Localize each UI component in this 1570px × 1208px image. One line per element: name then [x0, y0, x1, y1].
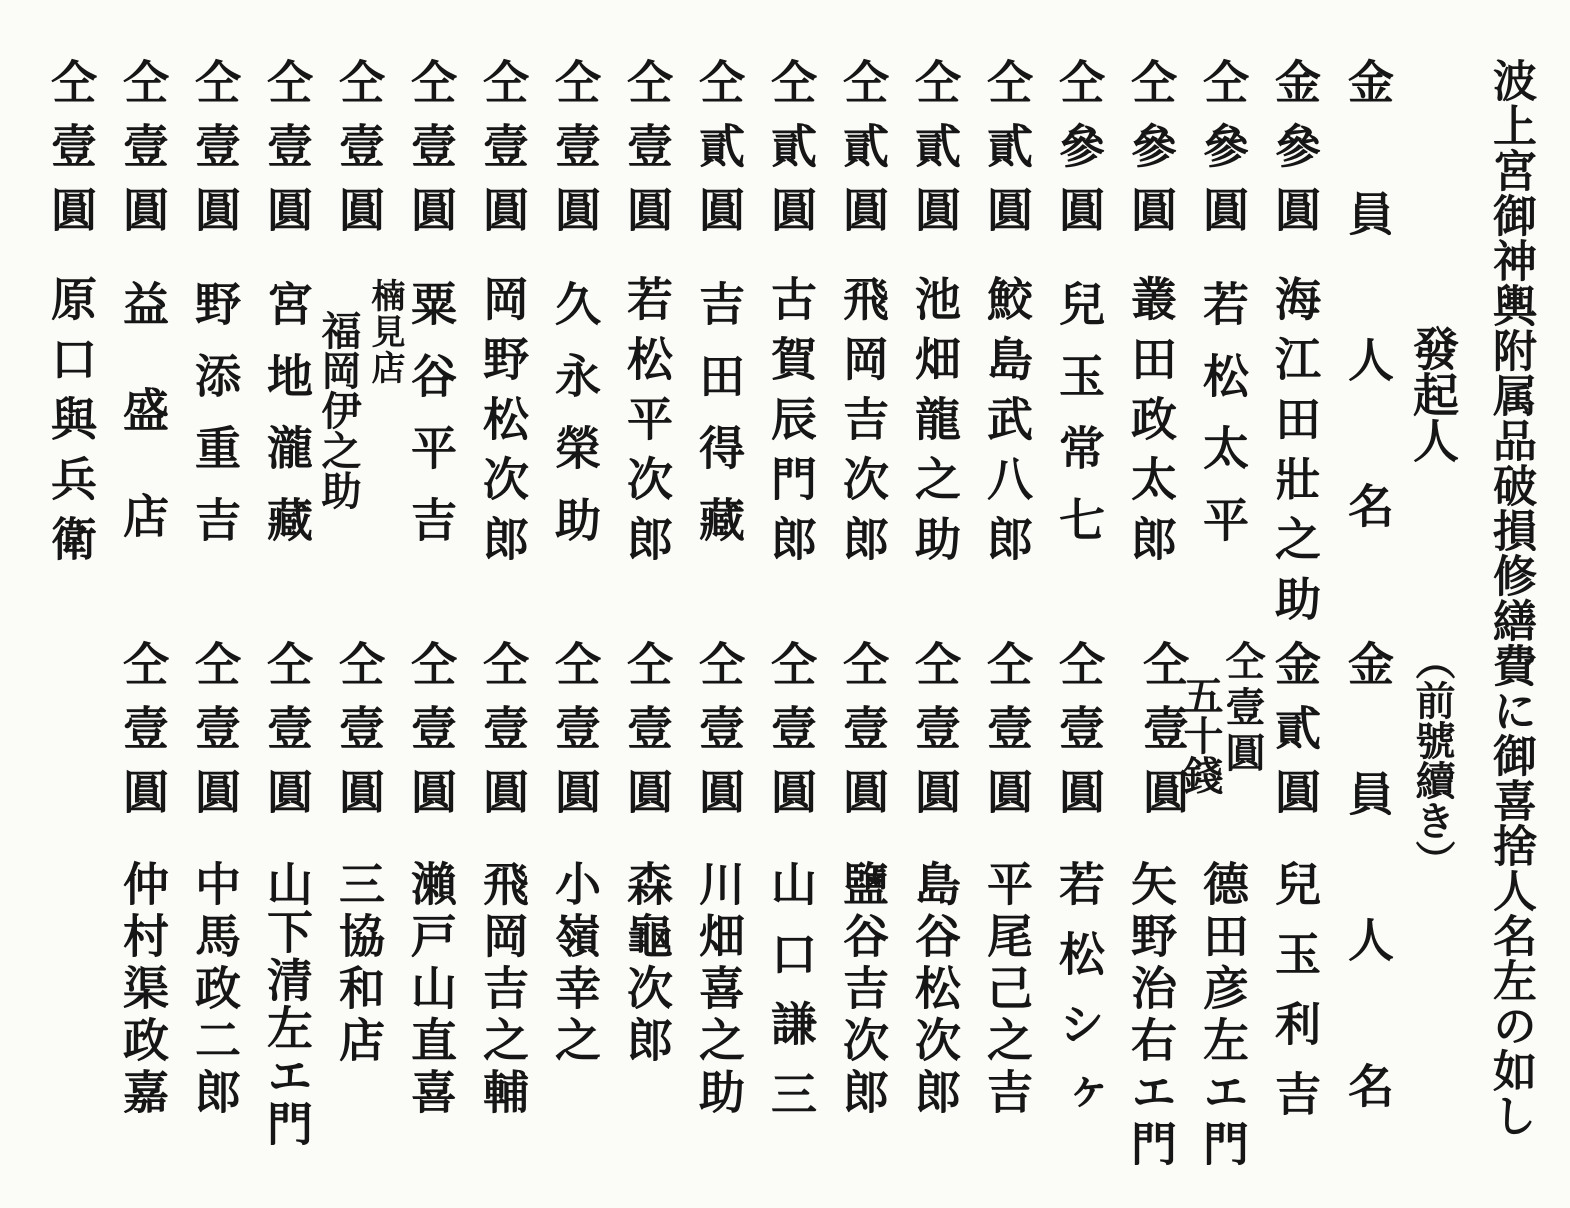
- donation-amount: 仝貳圓: [764, 58, 818, 250]
- donation-amount-extra: 五十錢: [1177, 675, 1224, 795]
- continuation-note: （前號續き）: [1409, 640, 1456, 880]
- donation-amount: 仝貳圓: [692, 58, 746, 250]
- donor-name: 矢野治右エ門: [1124, 860, 1178, 1172]
- donation-amount: 仝壹圓: [548, 58, 602, 250]
- donation-amount: 仝壹圓: [404, 640, 458, 832]
- donor-name: 若松シヶ: [1052, 860, 1106, 1140]
- donation-amount: 仝壹圓: [620, 640, 674, 832]
- donation-amount: 仝壹圓: [692, 640, 746, 832]
- donor-name: 野添重吉: [188, 280, 242, 568]
- donation-amount: 仝壹圓: [1136, 640, 1190, 832]
- donor-name: 久永榮助: [548, 280, 602, 568]
- donation-amount: 仝壹圓: [188, 58, 242, 250]
- donor-shop: 楠見店: [365, 278, 405, 386]
- donor-name: 兒玉利吉: [1268, 860, 1322, 1140]
- donor-name: 飛岡吉次郎: [836, 275, 890, 575]
- donation-amount: 仝壹圓: [332, 640, 386, 832]
- donor-name: 兒玉常七: [1052, 280, 1106, 568]
- donor-name: 山口謙三: [764, 860, 818, 1140]
- donation-amount: 仝壹圓: [44, 58, 98, 250]
- donation-amount: 仝壹圓: [476, 640, 530, 832]
- donation-amount: 仝壹圓: [116, 640, 170, 832]
- donation-amount: 仝壹圓: [404, 58, 458, 250]
- donation-amount: 仝壹圓: [1052, 640, 1106, 832]
- donor-name: 平尾己之吉: [980, 860, 1034, 1120]
- donor-name: 小嶺幸之: [548, 860, 602, 1068]
- donor-name: 福岡伊之助: [315, 310, 362, 510]
- article-heading: 波上宮御神輿附属品破損修繕費に御喜捨人名左の如し: [1485, 58, 1536, 1138]
- donation-amount: 仝壹圓: [980, 640, 1034, 832]
- donor-name: 宮地瀧藏: [260, 280, 314, 568]
- donation-amount: 仝貳圓: [836, 58, 890, 250]
- donor-name: 仲村渠政嘉: [116, 860, 170, 1120]
- donation-amount: 仝參圓: [1124, 58, 1178, 250]
- donor-name: 中馬政二郎: [188, 860, 242, 1120]
- donation-amount: 仝壹圓: [908, 640, 962, 832]
- donor-name: 若松平次郎: [620, 275, 674, 575]
- upper-header-name: 員人名: [1341, 190, 1395, 628]
- donation-amount: 仝參圓: [1052, 58, 1106, 250]
- donation-amount: 仝壹圓: [332, 58, 386, 250]
- donation-amount: 仝壹圓: [1219, 640, 1266, 778]
- donor-name: 瀨戸山直喜: [404, 860, 458, 1120]
- donation-amount: 金參圓: [1268, 58, 1322, 250]
- donor-name: 池畑龍之助: [908, 275, 962, 575]
- donor-name: 森龜次郎: [620, 860, 674, 1068]
- donation-amount: 仝參圓: [1196, 58, 1250, 250]
- donation-amount: 仝壹圓: [620, 58, 674, 250]
- donor-name: 粟谷平吉: [404, 280, 458, 568]
- donor-name: 三協和店: [332, 860, 386, 1068]
- donation-amount: 仝壹圓: [188, 640, 242, 832]
- donation-amount: 仝貳圓: [980, 58, 1034, 250]
- donor-name: 飛岡吉之輔: [476, 860, 530, 1120]
- donor-name: 益盛店: [116, 280, 170, 598]
- donor-name: 德田彦左エ門: [1196, 860, 1250, 1172]
- lower-header-amount: 金: [1341, 640, 1395, 686]
- donor-name: 岡野松次郎: [476, 275, 530, 575]
- donor-name: 吉田得藏: [692, 280, 746, 568]
- promoter-label: 發起人: [1406, 325, 1460, 463]
- donation-amount: 仝壹圓: [476, 58, 530, 250]
- donation-amount: 仝貳圓: [908, 58, 962, 250]
- donor-name: 海江田壯之助: [1268, 275, 1322, 635]
- donation-amount: 仝壹圓: [548, 640, 602, 832]
- donor-name: 鮫島武八郎: [980, 275, 1034, 575]
- donation-amount: 仝壹圓: [116, 58, 170, 250]
- donor-name: 原口與兵衛: [44, 275, 98, 575]
- donor-name: 島谷松次郎: [908, 860, 962, 1120]
- donation-amount: 仝壹圓: [764, 640, 818, 832]
- donor-name: 川畑喜之助: [692, 860, 746, 1120]
- donor-name: 山下清左エ門: [260, 860, 314, 1148]
- donation-amount: 仝壹圓: [836, 640, 890, 832]
- donation-amount: 仝壹圓: [260, 640, 314, 832]
- donation-amount: 金貳圓: [1268, 640, 1322, 832]
- donor-name: 若松太平: [1196, 280, 1250, 568]
- upper-header-amount: 金: [1341, 58, 1395, 104]
- donor-name: 叢田政太郎: [1124, 275, 1178, 575]
- donation-amount: 仝壹圓: [260, 58, 314, 250]
- donor-name: 鹽谷吉次郎: [836, 860, 890, 1120]
- donor-name: 古賀辰門郎: [764, 275, 818, 575]
- lower-header-name: 員人名: [1341, 770, 1395, 1208]
